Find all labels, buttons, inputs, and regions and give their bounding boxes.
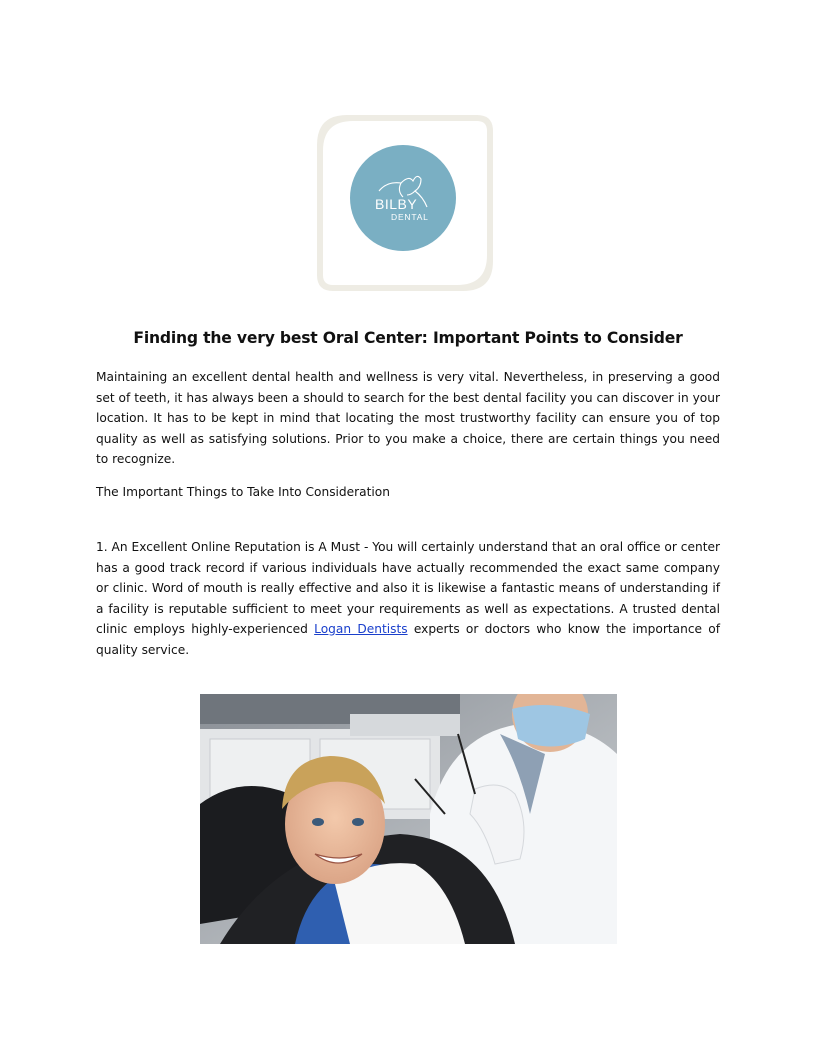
photo-boy-eye — [352, 818, 364, 826]
point-1-text-before-link: 1. An Excellent Online Reputation is A Must - You will certainly understand that an oral office or center has a good track record if various individuals have actually recommended the exact same company or clinic. Word of mouth is really effective and also it is likewise a fantastic means of understanding if a facility is reputable sufficient to meet your requirements as well as expectations. A trusted dental clinic employs highly-experienced — [96, 540, 720, 636]
intro-paragraph: Maintaining an excellent dental health and wellness is very vital. Nevertheless, in preserving a good set of teeth, it has always been a should to search for the best dental facility you can discover in your location. It has to be kept in mind that locating the most trustworthy facility can ensure you of top quality as well as satisfying solutions. Prior to you make a choice, there are certain things you need to recognize. — [96, 370, 720, 466]
logan-dentists-link[interactable]: Logan Dentists — [314, 622, 408, 636]
photo-counter-top — [350, 714, 460, 736]
dental-clinic-photo — [200, 694, 617, 944]
article-title: Finding the very best Oral Center: Important Points to Consider — [133, 329, 683, 347]
logo-brand-line2: DENTAL — [391, 212, 429, 222]
photo-dentist-mask — [512, 705, 590, 747]
bilby-dental-logo — [317, 115, 493, 291]
section-subheading: The Important Things to Take Into Consideration — [96, 485, 390, 499]
photo-illustration — [200, 694, 617, 944]
logo-brand-line1: BILBY — [375, 196, 418, 212]
point-1-text-after-link: experts or doctors who know the importance of quality service. — [96, 622, 721, 657]
point-1-paragraph — [96, 537, 720, 660]
photo-boy-eye — [312, 818, 324, 826]
logo-graphic — [317, 115, 493, 291]
